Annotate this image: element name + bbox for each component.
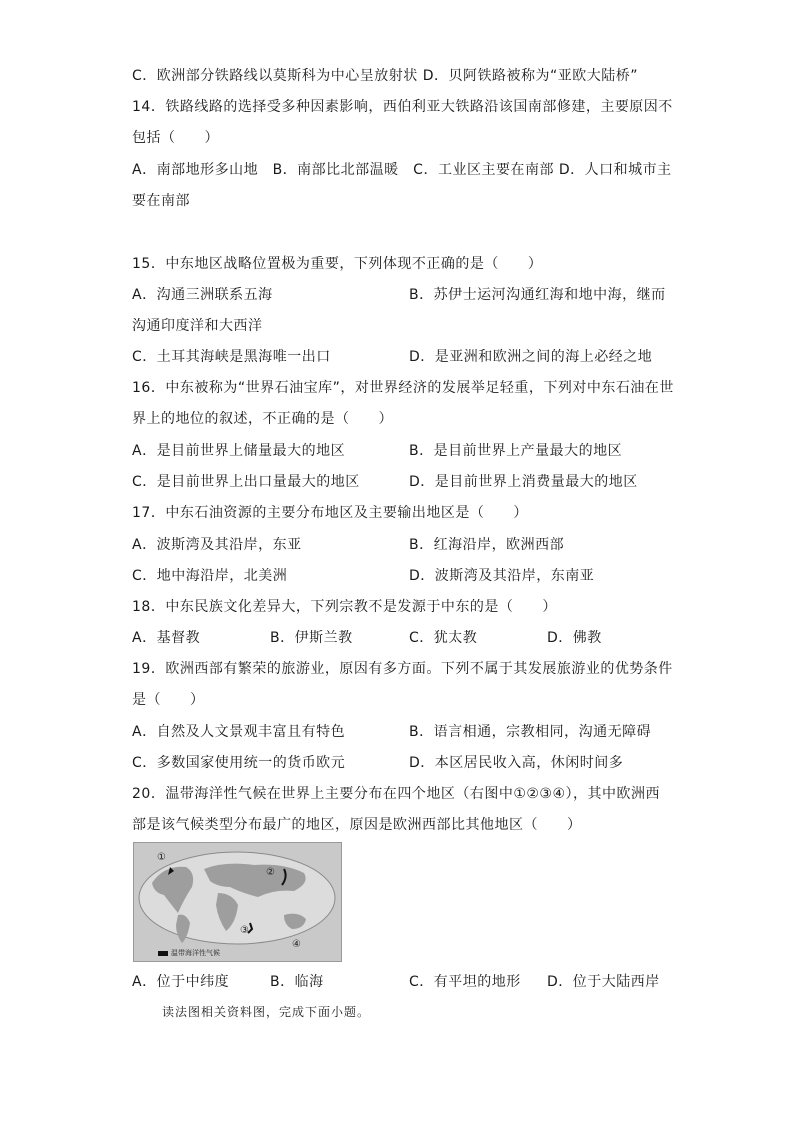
question-16-option-c: C．是目前世界上出口量最大的地区: [132, 474, 360, 490]
question-15-option-c: C．土耳其海峡是黑海唯一出口: [132, 349, 331, 365]
map-legend: [158, 949, 220, 957]
question-19-stem: 19．欧洲西部有繁荣的旅游业，原因有多方面。下列不属于其发展旅游业的优势条件: [132, 661, 673, 677]
question-17-option-a: A．波斯湾及其沿岸，东亚: [132, 537, 302, 553]
question-15-option-b-cont: 沟通印度洋和大西洋: [132, 318, 263, 334]
question-15-option-a: A．沟通三洲联系五海: [132, 287, 273, 303]
question-15-stem: 15．中东地区战略位置极为重要，下列体现不正确的是（ ）: [132, 256, 543, 272]
question-16-stem-cont: 界上的地位的叙述，不正确的是（ ）: [132, 411, 393, 427]
question-17-option-c: C．地中海沿岸，北美洲: [132, 568, 288, 584]
question-20-option-b: B．临海: [270, 974, 324, 990]
question-19-option-d: D．本区居民收入高，休闲时间多: [409, 755, 624, 771]
map-marker-3: ③: [240, 925, 249, 936]
reading-instruction: 读法图相关资料图，完成下面小题。: [162, 1005, 371, 1019]
question-19-stem-cont: 是（ ）: [132, 692, 205, 708]
question-14-stem: 14．铁路线路的选择受多种因素影响，西伯利亚大铁路沿该国南部修建，主要原因不: [132, 99, 673, 115]
question-18-stem: 18．中东民族文化差异大，下列宗教不是发源于中东的是（ ）: [132, 599, 557, 615]
question-19-option-c: C．多数国家使用统一的货币欧元: [132, 755, 346, 771]
question-20-option-d: D．位于大陆西岸: [547, 974, 660, 990]
question-20-stem-cont: 部是该气候类型分布最广的地区，原因是欧洲西部比其他地区（ ）: [132, 817, 582, 833]
question-15-option-d: D．是亚洲和欧洲之间的海上必经之地: [409, 349, 653, 365]
question-18-option-d: D．佛教: [547, 630, 602, 646]
map-marker-2: ②: [266, 867, 275, 878]
question-15-option-b: B．苏伊士运河沟通红海和地中海，继而: [409, 287, 666, 303]
question-19-option-b: B．语言相通，宗教相同，沟通无障碍: [409, 724, 652, 740]
question-16-option-b: B．是目前世界上产量最大的地区: [409, 443, 623, 459]
world-climate-map: [133, 842, 342, 962]
map-marker-1: ①: [157, 852, 166, 863]
question-20-option-a: A．位于中纬度: [132, 974, 230, 990]
question-17-stem: 17．中东石油资源的主要分布地区及主要输出地区是（ ）: [132, 505, 528, 521]
question-16-option-a: A．是目前世界上储量最大的地区: [132, 443, 346, 459]
question-14-options-cont: 要在南部: [132, 193, 190, 209]
question-17-option-b: B．红海沿岸，欧洲西部: [409, 537, 565, 553]
question-18-option-a: A．基督教: [132, 630, 201, 646]
map-legend-label: 温带海洋性气候: [171, 949, 220, 957]
map-marker-4: ④: [292, 939, 301, 950]
question-20-stem: 20．温带海洋性气候在世界上主要分布在四个地区（右图中①②③④），其中欧洲西: [132, 786, 661, 802]
legend-swatch: [158, 951, 168, 956]
line-13c: C．欧洲部分铁路线以莫斯科为中心呈放射状 D．贝阿铁路被称为“亚欧大陆桥”: [132, 68, 639, 84]
question-20-option-c: C．有平坦的地形: [409, 974, 521, 990]
question-16-stem: 16．中东被称为“世界石油宝库”，对世界经济的发展举足轻重，下列对中东石油在世: [132, 380, 674, 396]
question-19-option-a: A．自然及人文景观丰富且有特色: [132, 724, 346, 740]
question-14-options: A．南部地形多山地 B．南部比北部温暖 C．工业区主要在南部 D．人口和城市主: [132, 162, 672, 178]
question-16-option-d: D．是目前世界上消费量最大的地区: [409, 474, 638, 490]
question-18-option-c: C．犹太教: [409, 630, 478, 646]
question-17-option-d: D．波斯湾及其沿岸，东南亚: [409, 568, 595, 584]
question-14-stem-cont: 包括（ ）: [132, 130, 219, 146]
question-18-option-b: B．伊斯兰教: [270, 630, 353, 646]
